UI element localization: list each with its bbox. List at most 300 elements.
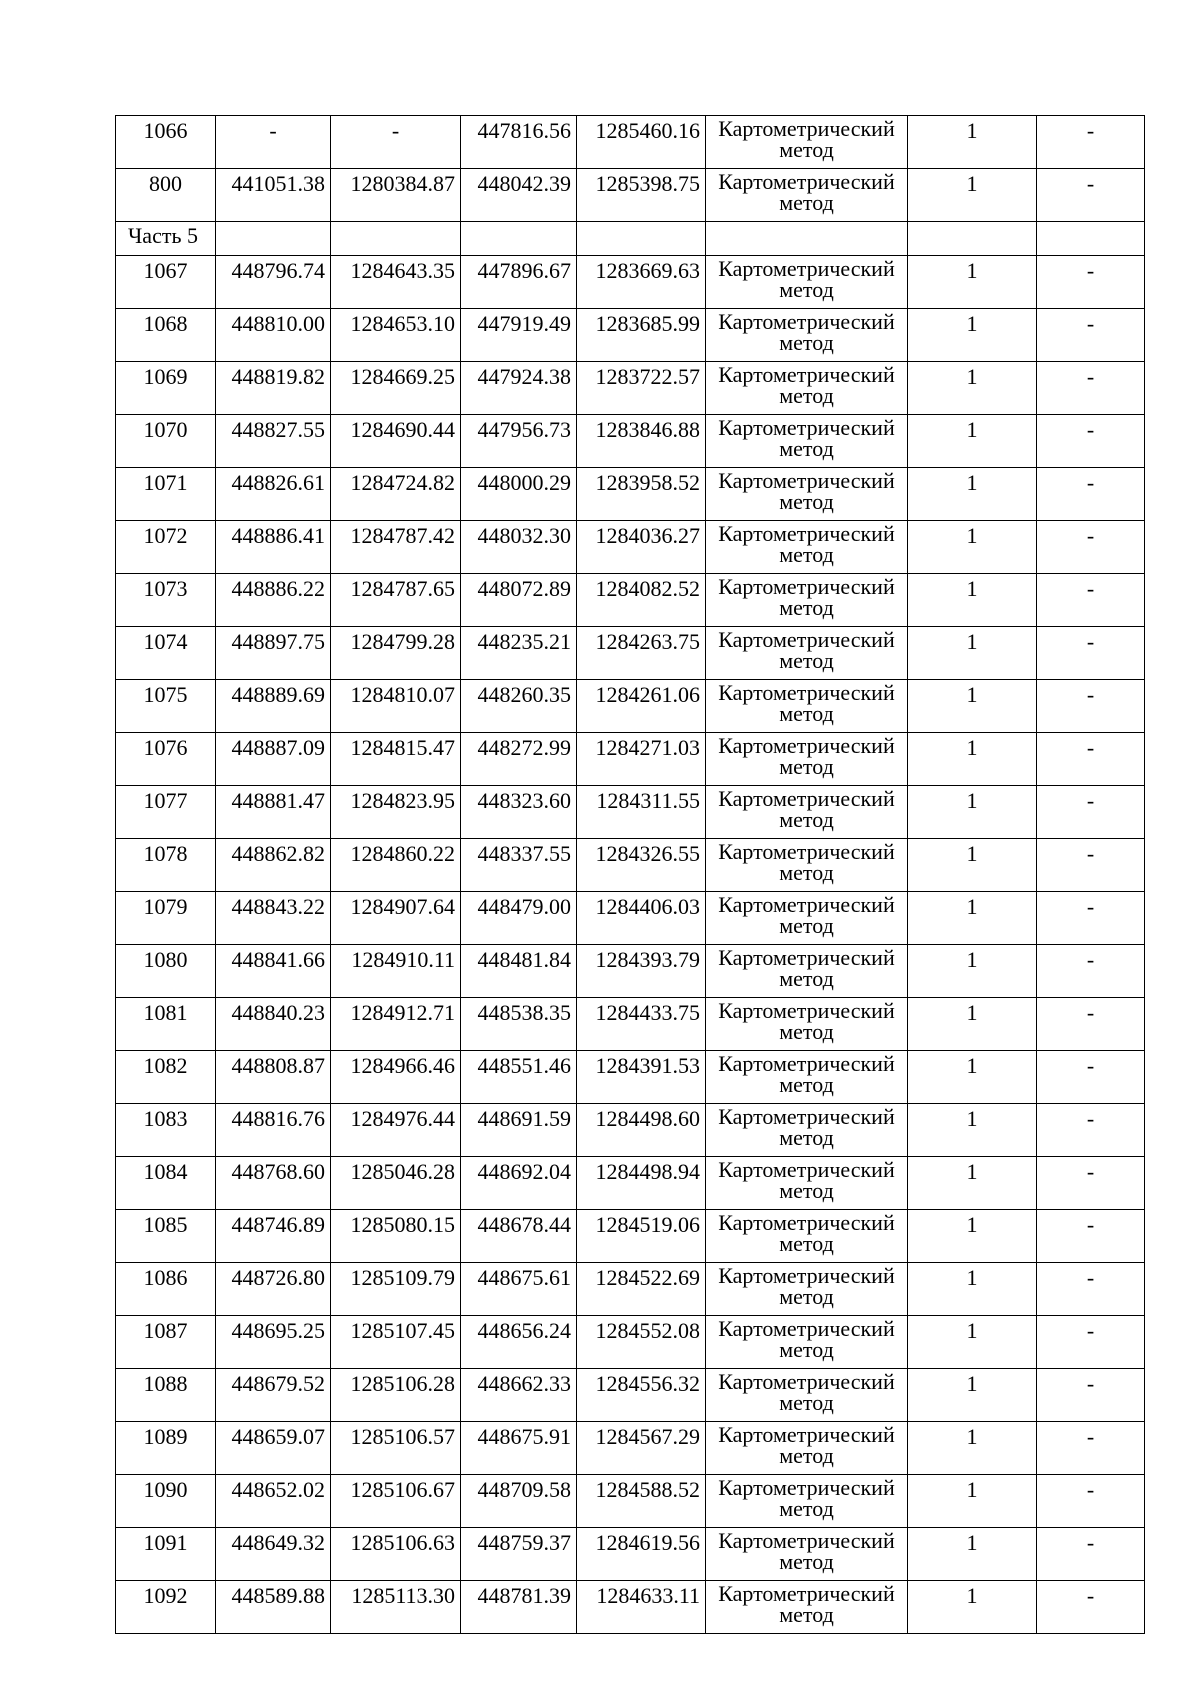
x-new-cell: 448337.55 bbox=[461, 839, 577, 892]
method-cell bbox=[706, 627, 908, 680]
x-old-cell: 448886.22 bbox=[216, 574, 331, 627]
section-label: Часть 5 bbox=[116, 222, 216, 256]
method-line-2: метод bbox=[779, 330, 834, 355]
point-number-cell: 1089 bbox=[116, 1422, 216, 1475]
method-line-2: метод bbox=[779, 1443, 834, 1468]
point-number-cell: 1088 bbox=[116, 1369, 216, 1422]
x-new-cell: 448479.00 bbox=[461, 892, 577, 945]
method-line-2: метод bbox=[779, 190, 834, 215]
method-cell bbox=[706, 1581, 908, 1634]
method-line-1: Картометрический bbox=[718, 169, 895, 194]
y-new-cell: 1284406.03 bbox=[577, 892, 706, 945]
method-line-2: метод bbox=[779, 648, 834, 673]
empty-cell bbox=[216, 222, 331, 256]
accuracy-cell: 1 bbox=[908, 415, 1037, 468]
method-cell bbox=[706, 1528, 908, 1581]
y-new-cell: 1284393.79 bbox=[577, 945, 706, 998]
x-old-cell: 448810.00 bbox=[216, 309, 331, 362]
point-number-cell: 1075 bbox=[116, 680, 216, 733]
point-number-cell: 1067 bbox=[116, 256, 216, 309]
table-row bbox=[116, 362, 1145, 415]
description-cell: - bbox=[1037, 574, 1145, 627]
accuracy-cell: 1 bbox=[908, 839, 1037, 892]
x-old-cell: 448796.74 bbox=[216, 256, 331, 309]
method-line-1: Картометрический bbox=[718, 1528, 895, 1553]
method-line-2: метод bbox=[779, 966, 834, 991]
x-old-cell: 448726.80 bbox=[216, 1263, 331, 1316]
table-row bbox=[116, 1263, 1145, 1316]
method-line-1: Картометрический bbox=[718, 574, 895, 599]
y-old-cell: 1284810.07 bbox=[331, 680, 461, 733]
method-line-2: метод bbox=[779, 754, 834, 779]
description-cell: - bbox=[1037, 1475, 1145, 1528]
method-line-1: Картометрический bbox=[718, 1475, 895, 1500]
method-line-2: метод bbox=[779, 1337, 834, 1362]
description-cell: - bbox=[1037, 1210, 1145, 1263]
method-cell bbox=[706, 1051, 908, 1104]
y-new-cell: 1284633.11 bbox=[577, 1581, 706, 1634]
y-old-cell: 1284787.65 bbox=[331, 574, 461, 627]
method-cell bbox=[706, 521, 908, 574]
method-line-2: метод bbox=[779, 807, 834, 832]
point-number-cell: 1077 bbox=[116, 786, 216, 839]
method-line-1: Картометрический bbox=[718, 1104, 895, 1129]
empty-cell bbox=[908, 222, 1037, 256]
x-old-cell: 448897.75 bbox=[216, 627, 331, 680]
table-row bbox=[116, 1051, 1145, 1104]
y-new-cell: 1283685.99 bbox=[577, 309, 706, 362]
point-number-cell: 1082 bbox=[116, 1051, 216, 1104]
x-old-cell: 448652.02 bbox=[216, 1475, 331, 1528]
method-line-1: Картометрический bbox=[718, 1210, 895, 1235]
table-row bbox=[116, 786, 1145, 839]
accuracy-cell: 1 bbox=[908, 945, 1037, 998]
x-new-cell: 448042.39 bbox=[461, 169, 577, 222]
point-number-cell: 1079 bbox=[116, 892, 216, 945]
x-old-cell: 448819.82 bbox=[216, 362, 331, 415]
method-cell bbox=[706, 468, 908, 521]
table-row bbox=[116, 521, 1145, 574]
description-cell: - bbox=[1037, 839, 1145, 892]
y-old-cell: 1284907.64 bbox=[331, 892, 461, 945]
y-old-cell: - bbox=[331, 116, 461, 169]
empty-cell bbox=[706, 222, 908, 256]
point-number-cell: 1091 bbox=[116, 1528, 216, 1581]
point-number-cell: 1071 bbox=[116, 468, 216, 521]
x-new-cell: 448235.21 bbox=[461, 627, 577, 680]
y-new-cell: 1284261.06 bbox=[577, 680, 706, 733]
x-new-cell: 448551.46 bbox=[461, 1051, 577, 1104]
table-row bbox=[116, 892, 1145, 945]
y-old-cell: 1284724.82 bbox=[331, 468, 461, 521]
accuracy-cell: 1 bbox=[908, 362, 1037, 415]
x-new-cell: 448000.29 bbox=[461, 468, 577, 521]
y-new-cell: 1284498.94 bbox=[577, 1157, 706, 1210]
description-cell: - bbox=[1037, 1051, 1145, 1104]
point-number-cell: 1069 bbox=[116, 362, 216, 415]
x-new-cell: 448272.99 bbox=[461, 733, 577, 786]
method-line-2: метод bbox=[779, 383, 834, 408]
x-old-cell: 448649.32 bbox=[216, 1528, 331, 1581]
y-new-cell: 1283846.88 bbox=[577, 415, 706, 468]
method-line-2: метод bbox=[779, 595, 834, 620]
table-row bbox=[116, 1316, 1145, 1369]
method-line-2: метод bbox=[779, 542, 834, 567]
method-line-2: метод bbox=[779, 1549, 834, 1574]
x-old-cell: 448826.61 bbox=[216, 468, 331, 521]
y-old-cell: 1285106.28 bbox=[331, 1369, 461, 1422]
description-cell: - bbox=[1037, 786, 1145, 839]
accuracy-cell: 1 bbox=[908, 1475, 1037, 1528]
x-old-cell: 448886.41 bbox=[216, 521, 331, 574]
description-cell: - bbox=[1037, 945, 1145, 998]
description-cell: - bbox=[1037, 415, 1145, 468]
table-row bbox=[116, 627, 1145, 680]
method-line-2: метод bbox=[779, 489, 834, 514]
method-line-1: Картометрический bbox=[718, 627, 895, 652]
method-line-1: Картометрический bbox=[718, 998, 895, 1023]
y-old-cell: 1284799.28 bbox=[331, 627, 461, 680]
description-cell: - bbox=[1037, 1369, 1145, 1422]
x-new-cell: 447924.38 bbox=[461, 362, 577, 415]
table-row bbox=[116, 1528, 1145, 1581]
point-number-cell: 1092 bbox=[116, 1581, 216, 1634]
point-number-cell: 1070 bbox=[116, 415, 216, 468]
accuracy-cell: 1 bbox=[908, 468, 1037, 521]
method-line-1: Картометрический bbox=[718, 1581, 895, 1606]
point-number-cell: 1066 bbox=[116, 116, 216, 169]
empty-cell bbox=[1037, 222, 1145, 256]
table-row bbox=[116, 116, 1145, 169]
y-old-cell: 1284910.11 bbox=[331, 945, 461, 998]
method-line-1: Картометрический bbox=[718, 521, 895, 546]
method-cell bbox=[706, 574, 908, 627]
y-new-cell: 1284326.55 bbox=[577, 839, 706, 892]
accuracy-cell: 1 bbox=[908, 169, 1037, 222]
empty-cell bbox=[461, 222, 577, 256]
y-old-cell: 1284669.25 bbox=[331, 362, 461, 415]
point-number-cell: 1090 bbox=[116, 1475, 216, 1528]
accuracy-cell: 1 bbox=[908, 892, 1037, 945]
x-old-cell: 448889.69 bbox=[216, 680, 331, 733]
description-cell: - bbox=[1037, 116, 1145, 169]
y-old-cell: 1284643.35 bbox=[331, 256, 461, 309]
point-number-cell: 1073 bbox=[116, 574, 216, 627]
x-new-cell: 448678.44 bbox=[461, 1210, 577, 1263]
description-cell: - bbox=[1037, 468, 1145, 521]
y-old-cell: 1285106.63 bbox=[331, 1528, 461, 1581]
point-number-cell: 1087 bbox=[116, 1316, 216, 1369]
y-new-cell: 1284036.27 bbox=[577, 521, 706, 574]
x-old-cell: 448768.60 bbox=[216, 1157, 331, 1210]
y-new-cell: 1284433.75 bbox=[577, 998, 706, 1051]
y-new-cell: 1283722.57 bbox=[577, 362, 706, 415]
x-new-cell: 448481.84 bbox=[461, 945, 577, 998]
method-line-2: метод bbox=[779, 1072, 834, 1097]
method-cell bbox=[706, 256, 908, 309]
method-line-1: Картометрический bbox=[718, 116, 895, 141]
accuracy-cell: 1 bbox=[908, 1422, 1037, 1475]
y-new-cell: 1284391.53 bbox=[577, 1051, 706, 1104]
x-old-cell: 448840.23 bbox=[216, 998, 331, 1051]
method-cell bbox=[706, 1369, 908, 1422]
x-new-cell: 447919.49 bbox=[461, 309, 577, 362]
method-line-1: Картометрический bbox=[718, 1422, 895, 1447]
x-new-cell: 448260.35 bbox=[461, 680, 577, 733]
x-old-cell: 448887.09 bbox=[216, 733, 331, 786]
method-line-1: Картометрический bbox=[718, 468, 895, 493]
method-line-1: Картометрический bbox=[718, 786, 895, 811]
y-old-cell: 1285080.15 bbox=[331, 1210, 461, 1263]
x-old-cell: 441051.38 bbox=[216, 169, 331, 222]
table-row bbox=[116, 945, 1145, 998]
x-old-cell: 448881.47 bbox=[216, 786, 331, 839]
x-new-cell: 448675.61 bbox=[461, 1263, 577, 1316]
method-line-2: метод bbox=[779, 860, 834, 885]
method-line-1: Картометрический bbox=[718, 839, 895, 864]
y-old-cell: 1284787.42 bbox=[331, 521, 461, 574]
method-line-2: метод bbox=[779, 1602, 834, 1627]
x-new-cell: 448675.91 bbox=[461, 1422, 577, 1475]
point-number-cell: 1074 bbox=[116, 627, 216, 680]
description-cell: - bbox=[1037, 627, 1145, 680]
point-number-cell: 1076 bbox=[116, 733, 216, 786]
table-row bbox=[116, 733, 1145, 786]
method-cell bbox=[706, 309, 908, 362]
y-new-cell: 1283669.63 bbox=[577, 256, 706, 309]
method-line-1: Картометрический bbox=[718, 1316, 895, 1341]
method-line-2: метод bbox=[779, 701, 834, 726]
x-old-cell: 448659.07 bbox=[216, 1422, 331, 1475]
method-line-1: Картометрический bbox=[718, 1051, 895, 1076]
table-row bbox=[116, 169, 1145, 222]
table-row bbox=[116, 1157, 1145, 1210]
table-row bbox=[116, 1422, 1145, 1475]
method-cell bbox=[706, 733, 908, 786]
accuracy-cell: 1 bbox=[908, 733, 1037, 786]
y-new-cell: 1284311.55 bbox=[577, 786, 706, 839]
method-line-2: метод bbox=[779, 1019, 834, 1044]
table-row bbox=[116, 309, 1145, 362]
description-cell: - bbox=[1037, 1422, 1145, 1475]
method-cell bbox=[706, 116, 908, 169]
empty-cell bbox=[331, 222, 461, 256]
method-cell bbox=[706, 680, 908, 733]
method-cell bbox=[706, 1104, 908, 1157]
y-new-cell: 1284556.32 bbox=[577, 1369, 706, 1422]
y-old-cell: 1284976.44 bbox=[331, 1104, 461, 1157]
description-cell: - bbox=[1037, 169, 1145, 222]
table-row bbox=[116, 839, 1145, 892]
method-line-2: метод bbox=[779, 1496, 834, 1521]
description-cell: - bbox=[1037, 309, 1145, 362]
accuracy-cell: 1 bbox=[908, 1157, 1037, 1210]
point-number-cell: 1084 bbox=[116, 1157, 216, 1210]
description-cell: - bbox=[1037, 1157, 1145, 1210]
method-cell bbox=[706, 362, 908, 415]
y-new-cell: 1284567.29 bbox=[577, 1422, 706, 1475]
description-cell: - bbox=[1037, 892, 1145, 945]
y-old-cell: 1285109.79 bbox=[331, 1263, 461, 1316]
method-line-1: Картометрический bbox=[718, 945, 895, 970]
table-row bbox=[116, 468, 1145, 521]
accuracy-cell: 1 bbox=[908, 574, 1037, 627]
method-line-1: Картометрический bbox=[718, 256, 895, 281]
table-row bbox=[116, 998, 1145, 1051]
accuracy-cell: 1 bbox=[908, 786, 1037, 839]
x-new-cell: 448709.58 bbox=[461, 1475, 577, 1528]
method-cell bbox=[706, 839, 908, 892]
y-old-cell: 1285106.67 bbox=[331, 1475, 461, 1528]
table-body bbox=[116, 116, 1145, 1634]
x-new-cell: 447816.56 bbox=[461, 116, 577, 169]
method-cell bbox=[706, 1157, 908, 1210]
y-old-cell: 1284815.47 bbox=[331, 733, 461, 786]
table-row bbox=[116, 1581, 1145, 1634]
method-line-2: метод bbox=[779, 1390, 834, 1415]
description-cell: - bbox=[1037, 680, 1145, 733]
accuracy-cell: 1 bbox=[908, 1369, 1037, 1422]
y-old-cell: 1284966.46 bbox=[331, 1051, 461, 1104]
accuracy-cell: 1 bbox=[908, 998, 1037, 1051]
x-old-cell: 448589.88 bbox=[216, 1581, 331, 1634]
method-cell bbox=[706, 945, 908, 998]
description-cell: - bbox=[1037, 362, 1145, 415]
x-old-cell: 448808.87 bbox=[216, 1051, 331, 1104]
y-new-cell: 1285398.75 bbox=[577, 169, 706, 222]
y-old-cell: 1284912.71 bbox=[331, 998, 461, 1051]
method-line-1: Картометрический bbox=[718, 362, 895, 387]
accuracy-cell: 1 bbox=[908, 116, 1037, 169]
method-line-2: метод bbox=[779, 436, 834, 461]
x-old-cell: 448746.89 bbox=[216, 1210, 331, 1263]
x-new-cell: 447956.73 bbox=[461, 415, 577, 468]
y-new-cell: 1284619.56 bbox=[577, 1528, 706, 1581]
description-cell: - bbox=[1037, 733, 1145, 786]
point-number-cell: 1081 bbox=[116, 998, 216, 1051]
method-line-2: метод bbox=[779, 1178, 834, 1203]
method-cell bbox=[706, 169, 908, 222]
x-new-cell: 448759.37 bbox=[461, 1528, 577, 1581]
method-cell bbox=[706, 1210, 908, 1263]
table-row bbox=[116, 574, 1145, 627]
y-new-cell: 1284271.03 bbox=[577, 733, 706, 786]
y-new-cell: 1283958.52 bbox=[577, 468, 706, 521]
x-new-cell: 448781.39 bbox=[461, 1581, 577, 1634]
method-line-1: Картометрический bbox=[718, 1157, 895, 1182]
method-cell bbox=[706, 1422, 908, 1475]
section-row bbox=[116, 222, 1145, 256]
table-row bbox=[116, 256, 1145, 309]
y-old-cell: 1280384.87 bbox=[331, 169, 461, 222]
method-cell bbox=[706, 786, 908, 839]
x-new-cell: 448656.24 bbox=[461, 1316, 577, 1369]
accuracy-cell: 1 bbox=[908, 1528, 1037, 1581]
y-old-cell: 1284653.10 bbox=[331, 309, 461, 362]
method-line-1: Картометрический bbox=[718, 1369, 895, 1394]
table-row bbox=[116, 415, 1145, 468]
point-number-cell: 800 bbox=[116, 169, 216, 222]
point-number-cell: 1068 bbox=[116, 309, 216, 362]
method-cell bbox=[706, 415, 908, 468]
y-new-cell: 1285460.16 bbox=[577, 116, 706, 169]
description-cell: - bbox=[1037, 1316, 1145, 1369]
method-line-1: Картометрический bbox=[718, 309, 895, 334]
x-old-cell: 448695.25 bbox=[216, 1316, 331, 1369]
method-line-1: Картометрический bbox=[718, 415, 895, 440]
coordinates-table bbox=[115, 115, 1145, 1634]
method-line-2: метод bbox=[779, 913, 834, 938]
accuracy-cell: 1 bbox=[908, 1316, 1037, 1369]
accuracy-cell: 1 bbox=[908, 521, 1037, 574]
table-row bbox=[116, 680, 1145, 733]
accuracy-cell: 1 bbox=[908, 627, 1037, 680]
x-old-cell: 448827.55 bbox=[216, 415, 331, 468]
table-row bbox=[116, 1210, 1145, 1263]
x-old-cell: - bbox=[216, 116, 331, 169]
description-cell: - bbox=[1037, 1581, 1145, 1634]
method-line-2: метод bbox=[779, 1231, 834, 1256]
point-number-cell: 1078 bbox=[116, 839, 216, 892]
x-new-cell: 448032.30 bbox=[461, 521, 577, 574]
x-new-cell: 448323.60 bbox=[461, 786, 577, 839]
point-number-cell: 1086 bbox=[116, 1263, 216, 1316]
accuracy-cell: 1 bbox=[908, 1051, 1037, 1104]
y-new-cell: 1284263.75 bbox=[577, 627, 706, 680]
point-number-cell: 1083 bbox=[116, 1104, 216, 1157]
y-old-cell: 1284860.22 bbox=[331, 839, 461, 892]
accuracy-cell: 1 bbox=[908, 1104, 1037, 1157]
method-line-1: Картометрический bbox=[718, 892, 895, 917]
y-old-cell: 1285113.30 bbox=[331, 1581, 461, 1634]
point-number-cell: 1085 bbox=[116, 1210, 216, 1263]
method-line-1: Картометрический bbox=[718, 733, 895, 758]
table-row bbox=[116, 1104, 1145, 1157]
method-line-2: метод bbox=[779, 277, 834, 302]
point-number-cell: 1080 bbox=[116, 945, 216, 998]
description-cell: - bbox=[1037, 1528, 1145, 1581]
table-row bbox=[116, 1369, 1145, 1422]
x-old-cell: 448816.76 bbox=[216, 1104, 331, 1157]
table-row bbox=[116, 1475, 1145, 1528]
description-cell: - bbox=[1037, 1104, 1145, 1157]
description-cell: - bbox=[1037, 1263, 1145, 1316]
method-cell bbox=[706, 1263, 908, 1316]
y-old-cell: 1285106.57 bbox=[331, 1422, 461, 1475]
y-new-cell: 1284498.60 bbox=[577, 1104, 706, 1157]
x-old-cell: 448843.22 bbox=[216, 892, 331, 945]
y-new-cell: 1284519.06 bbox=[577, 1210, 706, 1263]
y-old-cell: 1285046.28 bbox=[331, 1157, 461, 1210]
x-new-cell: 448662.33 bbox=[461, 1369, 577, 1422]
point-number-cell: 1072 bbox=[116, 521, 216, 574]
x-new-cell: 448692.04 bbox=[461, 1157, 577, 1210]
description-cell: - bbox=[1037, 256, 1145, 309]
x-old-cell: 448841.66 bbox=[216, 945, 331, 998]
accuracy-cell: 1 bbox=[908, 680, 1037, 733]
y-old-cell: 1285107.45 bbox=[331, 1316, 461, 1369]
x-new-cell: 448691.59 bbox=[461, 1104, 577, 1157]
y-old-cell: 1284823.95 bbox=[331, 786, 461, 839]
method-cell bbox=[706, 1475, 908, 1528]
x-old-cell: 448679.52 bbox=[216, 1369, 331, 1422]
y-new-cell: 1284522.69 bbox=[577, 1263, 706, 1316]
method-cell bbox=[706, 892, 908, 945]
x-new-cell: 448072.89 bbox=[461, 574, 577, 627]
method-line-2: метод bbox=[779, 1125, 834, 1150]
method-line-1: Картометрический bbox=[718, 680, 895, 705]
method-line-2: метод bbox=[779, 137, 834, 162]
